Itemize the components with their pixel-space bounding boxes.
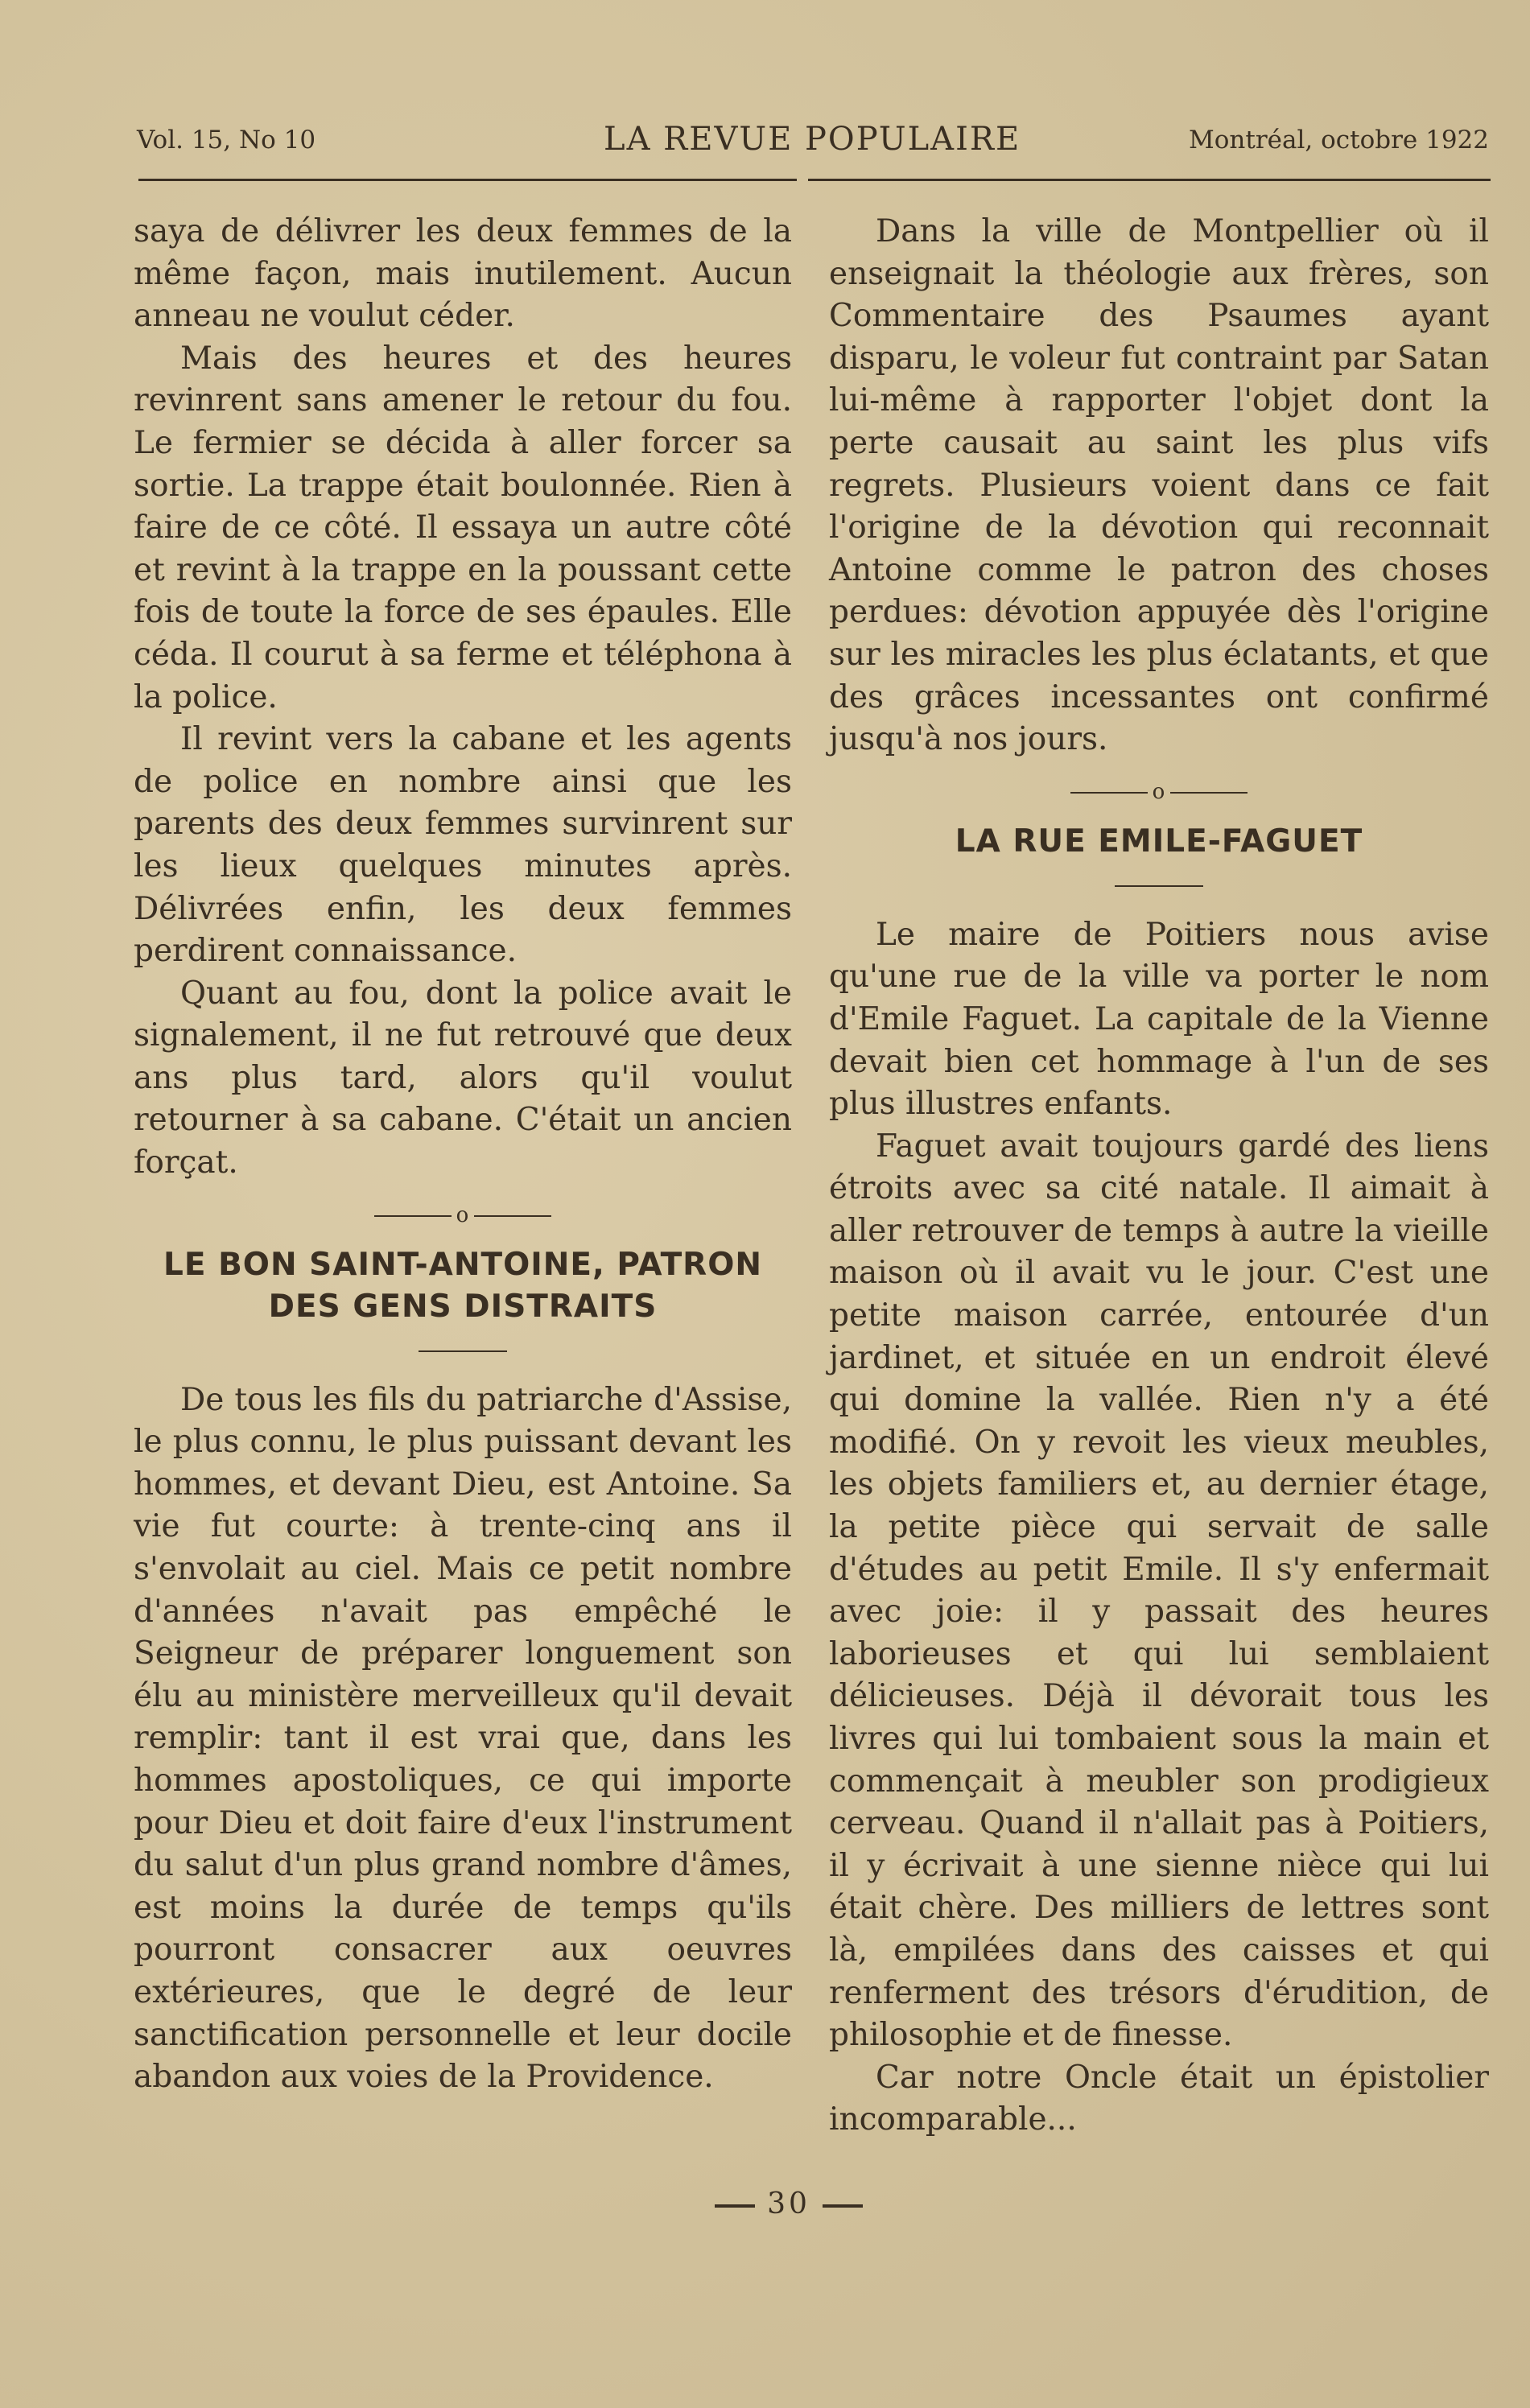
issue-date: Montréal, octobre 1922 xyxy=(1189,126,1489,155)
paragraph: Mais des heures et des heures revinrent sans amener le retour du fou. Le fermier se décida à aller forcer sa sortie. La trappe était boulonnée. Rien à faire de ce côté. Il essaya un autre côté et revint à la trappe en la poussant cette fois de toute la force de ses épaules. Elle céda. Il courut à sa ferme et téléphona à la police. xyxy=(134,340,792,715)
title-rule xyxy=(1115,885,1203,887)
title-rule xyxy=(419,1350,507,1352)
article-title: LE BON SAINT-ANTOINE, PATRON DES GENS DISTRAITS xyxy=(163,1246,762,1325)
paragraph: Quant au fou, dont la police avait le signalement, il ne fut retrouvé que deux ans plus tard, alors qu'il voulut retourner à sa cabane. C'était un ancien forçat. xyxy=(134,975,792,1181)
page-number xyxy=(692,2187,885,2220)
issue-number: Vol. 15, No 10 xyxy=(137,126,316,155)
paragraph: Faguet avait toujours gardé des liens étroits avec sa cité natale. Il aimait à aller retrouver de temps à autre la vieille maison où il avait vu le jour. C'est une petite maison carrée, entourée d'un jardinet, et située en un endroit élevé qui domine la vallée. Rien n'y a été modifié. On y revoit les vieux meubles, les objets familiers et, au dernier étage, la petite pièce qui servait de salle d'études au petit Emile. Il s'y enfermait avec joie: il y passait des heures laborieuses et qui lui semblaient délicieuses. Déjà il dévorait tous les livres qui lui tombaient sous la main et commençait à meubler son prodigieux cerveau. Quand il n'allait pas à Poitiers, il y écrivait à une sienne nièce qui lui était chère. Des milliers de lettres sont là, empilées dans des caisses et qui renferment des trésors d'érudition, de philosophie et de finesse. xyxy=(829,1128,1489,2054)
paragraph: saya de délivrer les deux femmes de la même façon, mais inutilement. Aucun anneau ne voulut céder. xyxy=(134,213,792,335)
page-number-text: 30 xyxy=(767,2187,810,2220)
paragraph: Le maire de Poitiers nous avise qu'une rue de la ville va porter le nom d'Emile Faguet. La capitale de la Vienne devait bien cet hommage à l'un de ses plus illustres enfants. xyxy=(829,916,1489,1123)
paragraph: Car notre Oncle était un épistolier incomparable... xyxy=(829,2059,1489,2138)
right-column xyxy=(829,211,1489,2142)
header-rule-left xyxy=(138,179,797,181)
article-title: LA RUE EMILE-FAGUET xyxy=(955,823,1363,860)
publication-title: LA REVUE POPULAIRE xyxy=(604,121,1021,158)
paragraph: Il revint vers la cabane et les agents de police en nombre ainsi que les parents des deux femmes survinrent sur les lieux quelques minutes après. Délivrées enfin, les deux femmes perdirent connaissance. xyxy=(134,721,792,970)
paragraph: De tous les fils du patriarche d'Assise, le plus connu, le plus puissant devant les hommes, et devant Dieu, est Antoine. Sa vie fut courte: à trente-cinq ans il s'envolait au ciel. Mais ce petit nombre d'années n'avait pas empêché le Seigneur de préparer longuement son élu au ministère merveilleux qu'il devait remplir: tant il est vrai que, dans les hommes apostoliques, ce qui importe pour Dieu et doit faire d'eux l'instrument du salut d'un plus grand nombre d'âmes, est moins la durée de temps qu'ils pourront consacrer aux oeuvres extérieures, que le degré de leur sanctification personnelle et leur docile abandon aux voies de la Providence. xyxy=(134,1381,792,2096)
section-separator: o xyxy=(829,768,1489,816)
section-separator: o xyxy=(134,1191,792,1239)
header-rule-right xyxy=(808,179,1491,181)
left-column xyxy=(134,211,792,2099)
paragraph: Dans la ville de Montpellier où il enseignait la théologie aux frères, son Commentaire des Psaumes ayant disparu, le voleur fut contraint par Satan lui-même à rapporter l'objet dont la perte causait au saint les plus vifs regrets. Plusieurs voient dans ce fait l'origine de la dévotion qui reconnait Antoine comme le patron des choses perdues: dévotion appuyée dès l'origine sur les miracles les plus éclatants, et que des grâces incessantes ont confirmé jusqu'à nos jours. xyxy=(829,213,1489,758)
page-header xyxy=(137,121,1489,177)
